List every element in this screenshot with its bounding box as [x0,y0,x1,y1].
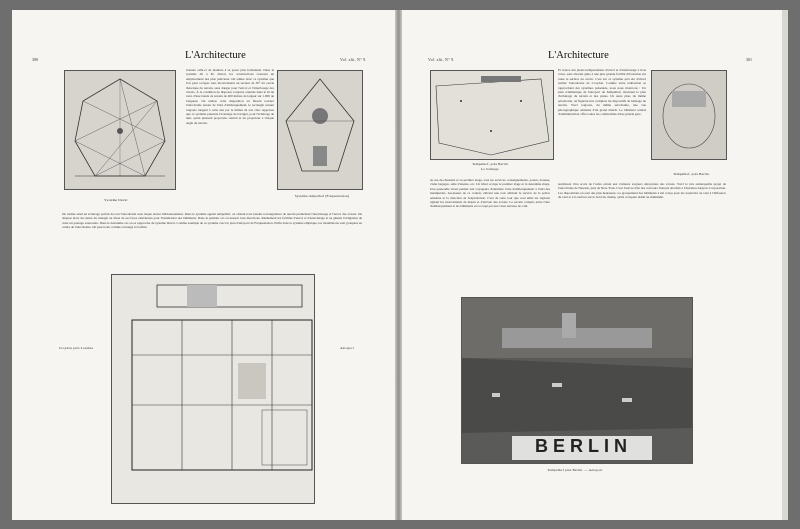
page-edge [782,10,788,520]
left-full-width-text: On réalise ainsi un éclairage parfait de tout l'aérodrome sans risque aucun d'éblouissement. Dans le système appelé tempelhof, on obtient trois bandes rectangulaires de terrain permettant l'atterrissage et l'envol des avions. On dispose alors du centre du triangle ou d'une de ses faces extérieures pour l'installation des bâtiments. Dans le premier cas on dessert trois directions. Réellement les facilités d'envol et d'atterrissage et ne gênent l'obligation de créer un passage souterrain. Dans le deuxième cas on se rapproche du système Duval. Comme exemple de ce système voici le plan d'aéroport de Fréquentation. Enfin dans le système elliptique, les installations sont groupées au centre de l'aérodrome. On peut noter comme avantage la facilité. [62,212,362,230]
right-body-column: Et trouve des pistes indépendantes d'envol et d'atterrissage à trois voies, sans aborder gêne à une plus grande facilité d'évolution sur toute la surface du cercle. C'est sur ce système qu'a été d'abord réalisé l'aérodrome de Croydon. Comme autre réalisation se rapprochant des systèmes présentés, nous nous montrons : Un plan schématique de l'aéroport de Tempelhof, montrant le plan d'éclairage du terrain et des pistes. Un autre plan, du même aérodrome, où figurent très complets les dispositifs de balisage du terrain. Voici toujours, du même aérodrome, une vue photographique aérienne d'un grand intérêt. Le bâtiment central d'administration offre toutes les commodités d'une grande gare. [558,68,646,117]
duval-caption: Système Duval [104,198,128,202]
right-left-column-text: au rez-de-chaussée et au premier étage, tous les services, renseignements, postes, douane, visite bagages, salle d'attente, etc. Un hôtel occupe le premier étage et le deuxième étage. Une passerelle vitrée permet aux voyageurs d'atteindre l'aire d'embarquement à l'abri des intempéries. Au-dessus de ce couloir, élèvent une tour abritant le service de la police aérienne et la direction de l'exploitation. C'est de cette tour que sont émis les signaux réglant les mouvements de départ et d'arrivée des avions. Le terrain compris entre l'aire d'embarquement et les bâtiments est occupé par une vaste terrasse de café. [430,178,550,209]
aerial-caption: Tempelhof près Berlin. — Aéroport [547,468,603,472]
croydon-caption-right: Aéroport [340,346,354,350]
tempelhof-lighting-map [430,70,554,160]
left-page-number: 300 [32,57,38,62]
berlin-caption-1: Tempelhof, près Berlin [472,162,508,166]
tempelhof-plan-image [651,70,727,160]
lighting-map-drawing [431,71,553,159]
tempelhof-plan-drawing [652,71,726,159]
left-volume: Vol. xlii, N° 9. [340,57,367,62]
book-gutter [395,10,402,520]
duval-diagram-drawing [65,71,175,189]
berlin-caption-2: Le balisage [481,167,499,171]
right-volume: Vol. xlii, N° 9. [428,57,455,62]
left-body-column: tionnée celle-ci de manière à se poser plus facilement. Dans le système dit à M. Duval, les constructions trouvent un emplacement des plus judicieux. On admet donc ce système que l'on peut occuper sans inconvénient un secteur de 30° du cercle théorique du terrain, sans danger pour l'envol et l'atterrissage des avions. À la condition de disposer, toujours orientés dans le lit du vent, d'une bande de terrain de 400 mètres de largeur sur 1.000 de longueur. On réalise cette disposition en faisant tourner l'aérodrome autour de l'aire d'embarquement, le rectangle restant toujours tangent à cette aire par le milieu de son côté. Apportez que ce système présente l'avantage de n'exiger, pour l'éclairage de nuit, qu'un puissant projecteur central et un projecteur à chaque angle du terrain. [186,68,274,125]
croydon-caption-left: Croydon près Londres [58,346,94,350]
tempelhof-diagram-drawing [278,71,362,189]
right-page-number: 301 [746,57,752,62]
tempelhof-plan-caption: Tempelhof, près Berlin [673,172,709,176]
duval-system-diagram [64,70,176,190]
tempelhof-system-diagram [277,70,363,190]
croydon-floor-plan [111,274,315,504]
right-page-title: L'Architecture [548,50,609,61]
left-page-title: L'Architecture [185,50,246,61]
croydon-plan-drawing [112,275,314,503]
tempelhof-caption: Système tempelhof (Fréquentation) [294,194,350,198]
right-full-width-text: nombreux d'un accès de l'ordre existé aux visiteurs toujours attrayantes des avions. Voici le très remarquable projet de l'aérodrome de Newark, près de New-York. C'est l'œuvre d'un des concours français attachés à l'Aviation Airports Corporation. Les dispositions en sont des plus heureuses. Le groupement des bâtiments à été conçu pour les soustraire au vent à l'influence du vent et à la surface sur le bord du champ, qu'ils occupent réduit au minimum. [558,182,726,200]
berlin-sign: BERLIN [535,436,632,456]
